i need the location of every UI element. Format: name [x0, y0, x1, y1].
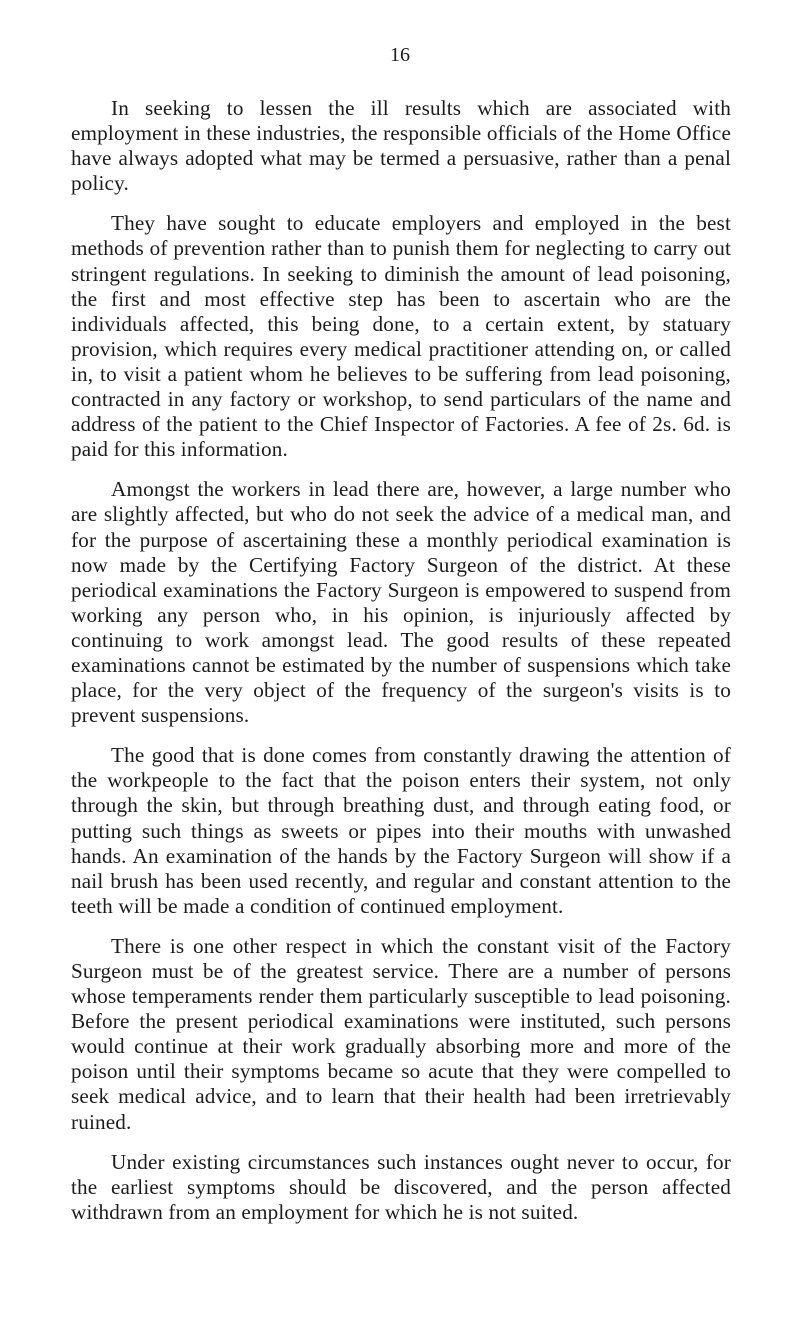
- paragraph-2: They have sought to educate employers and employed in the best methods of prevention rather than to punish them for neglecting to carry out stringent regulations. In seeking to diminish the amount of lead poisoning, the first and most effective step has been to ascertain who are the individuals affected, this being done, to a certain extent, by statuary provision, which requires every medical practitioner attending on, or called in, to visit a patient whom he believes to be suffering from lead poisoning, contracted in any factory or workshop, to send particulars of the name and address of the patient to the Chief Inspector of Factories. A fee of 2s. 6d. is paid for this information.: [71, 211, 731, 462]
- body-text: [71, 96, 731, 1240]
- paragraph-3: Amongst the workers in lead there are, however, a large number who are slightly affected, but who do not seek the advice of a medical man, and for the purpose of ascertaining these a monthly periodical examination is now made by the Certifying Factory Surgeon of the district. At these periodical examinations the Factory Surgeon is empowered to suspend from working any person who, in his opinion, is injuriously affected by continuing to work amongst lead. The good results of these repeated examinations cannot be estimated by the number of suspensions which take place, for the very object of the frequency of the surgeon's visits is to prevent suspensions.: [71, 477, 731, 728]
- paragraph-5: There is one other respect in which the constant visit of the Factory Surgeon must be of the greatest service. There are a number of persons whose temperaments render them particularly susceptible to lead poisoning. Before the present periodical examinations were instituted, such persons would continue at their work gradually absorbing more and more of the poison until their symptoms became so acute that they were compelled to seek medical advice, and to learn that their health had been irretrievably ruined.: [71, 933, 731, 1134]
- page-number: 16: [390, 44, 410, 66]
- paragraph-1: In seeking to lessen the ill results which are associated with employment in these industries, the responsible officials of the Home Office have always adopted what may be termed a persuasive, rather than a penal policy.: [71, 96, 731, 196]
- paragraph-4: The good that is done comes from constantly drawing the attention of the workpeople to the fact that the poison enters their system, not only through the skin, but through breathing dust, and through eating food, or putting such things as sweets or pipes into their mouths with unwashed hands. An examination of the hands by the Factory Surgeon will show if a nail brush has been used recently, and regular and constant attention to the teeth will be made a condition of continued employment.: [71, 743, 731, 918]
- paragraph-6: Under existing circumstances such instances ought never to occur, for the earliest symptoms should be discovered, and the person affected withdrawn from an employment for which he is not suited.: [71, 1149, 731, 1224]
